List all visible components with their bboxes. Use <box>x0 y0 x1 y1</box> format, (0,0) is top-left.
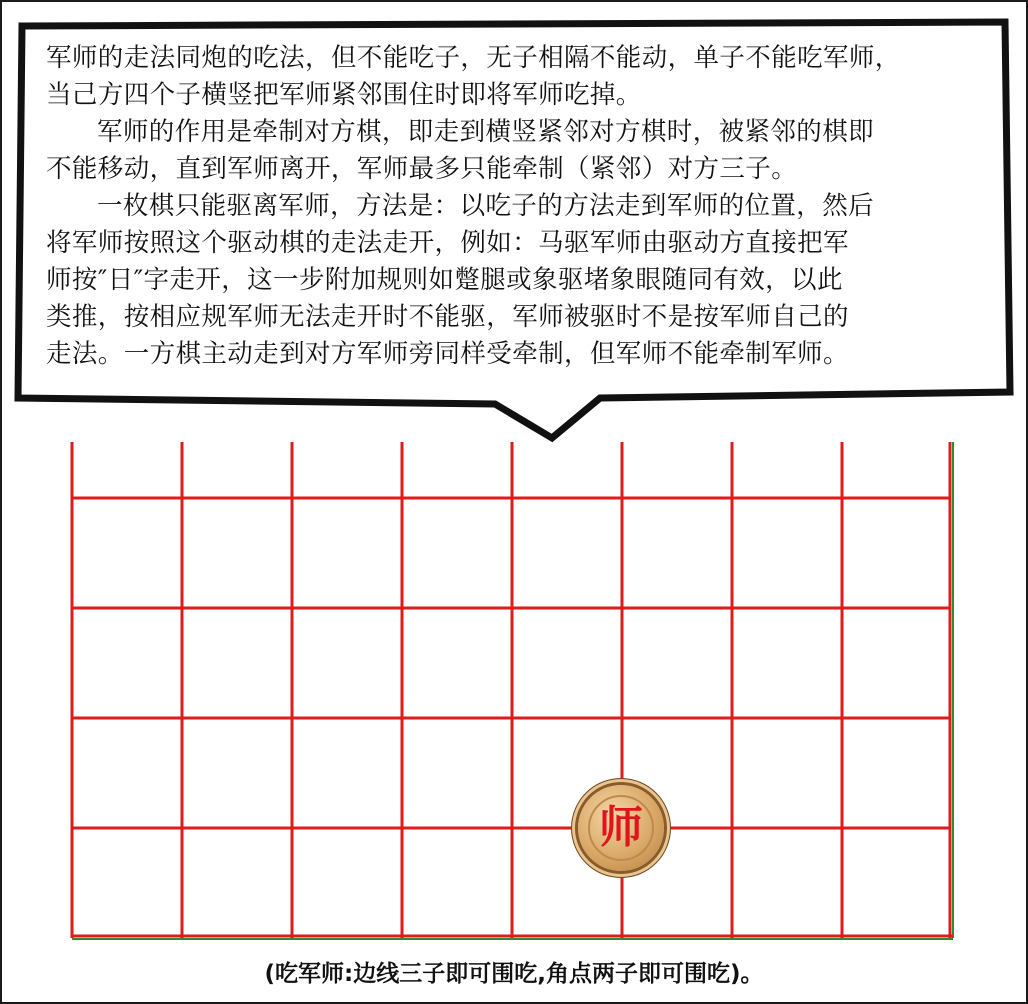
rule-line: 类推，按相应规军师无法走开时不能驱，军师被驱时不是按军师自己的 <box>46 302 849 332</box>
rule-line: 当己方四个子横竖把军师紧邻围住时即将军师吃掉。 <box>46 80 642 110</box>
rule-line: 军师的作用是牵制对方棋，即走到横竖紧邻对方棋时，被紧邻的棋即 <box>97 117 875 147</box>
rule-line: 将军师按照这个驱动棋的走法走开，例如：马驱军师由驱动方直接把军 <box>46 228 849 258</box>
rule-line: 师按″日″字走开，这一步附加规则如蹩腿或象驱堵象眼随同有效，以此 <box>46 265 843 295</box>
rule-line: 走法。一方棋主动走到对方军师旁同样受牵制，但军师不能牵制军师。 <box>46 339 849 369</box>
caption: (吃军师:边线三子即可围吃,角点两子即可围吃)。 <box>264 961 764 987</box>
rule-line: 军师的走法同炮的吃法，但不能吃子，无子相隔不能动，单子不能吃军师， <box>46 43 901 73</box>
piece-junshi[interactable] <box>578 785 664 871</box>
board-grid <box>72 442 953 939</box>
piece-label: 师 <box>599 802 643 853</box>
rule-line: 不能移动，直到军师离开，军师最多只能牵制（紧邻）对方三子。 <box>46 154 798 184</box>
piece-ring <box>588 795 654 861</box>
rule-line: 一枚棋只能驱离军师，方法是：以吃子的方法走到军师的位置，然后 <box>97 191 875 221</box>
